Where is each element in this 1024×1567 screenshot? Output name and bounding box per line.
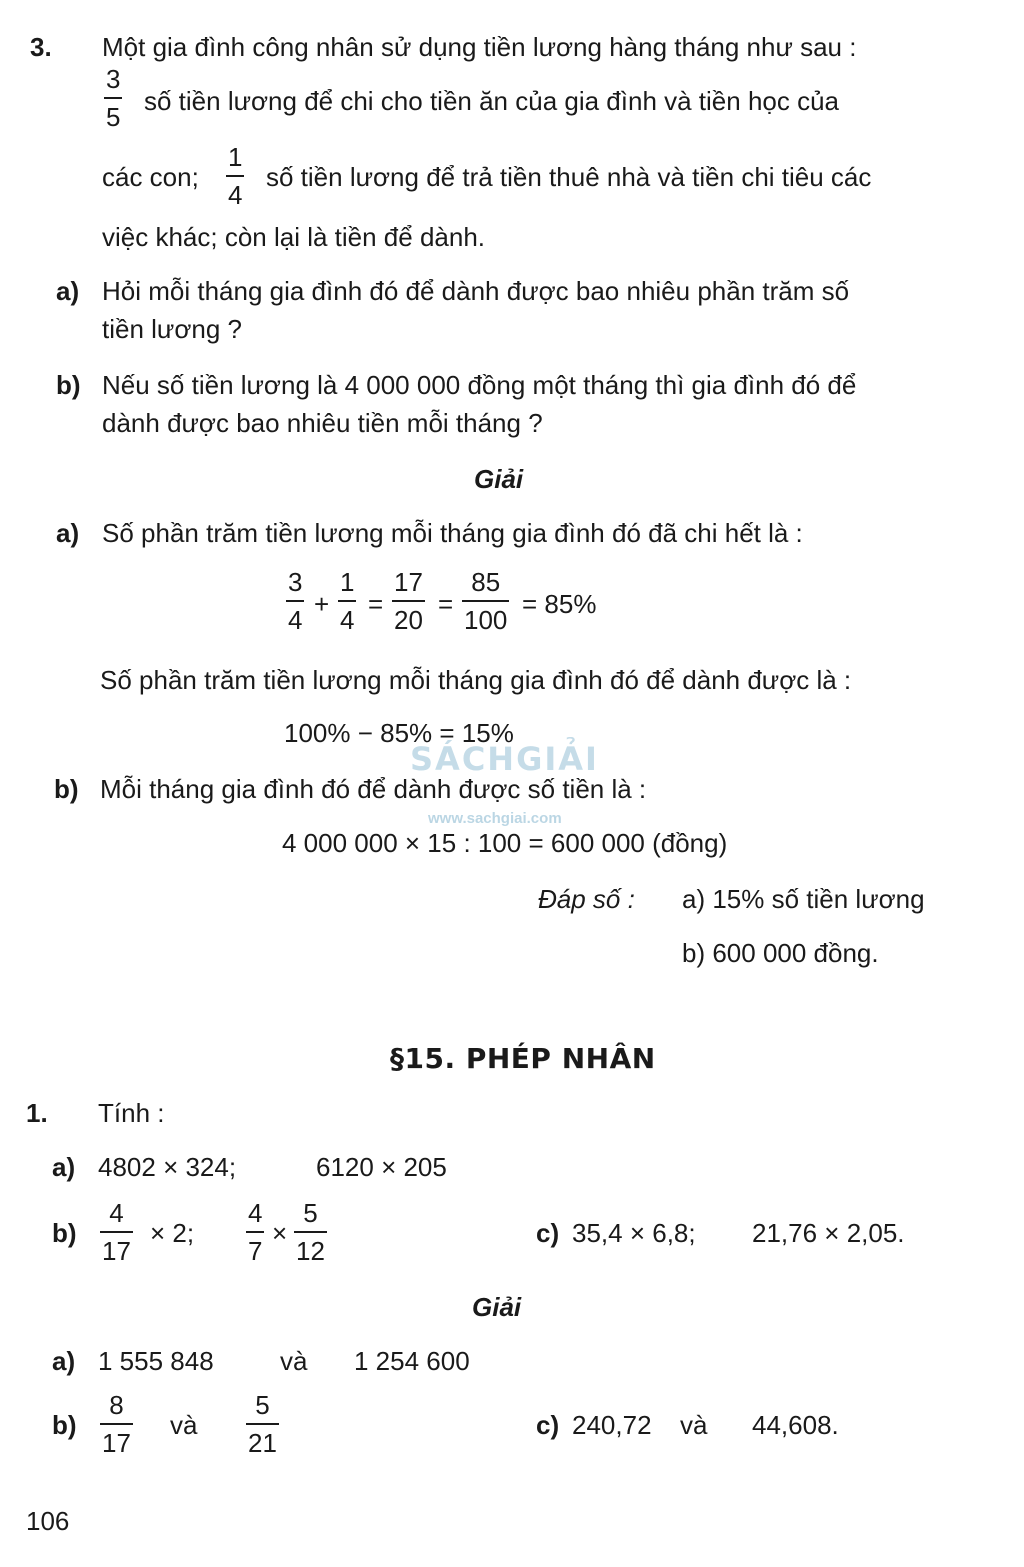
connector-word: và — [170, 1410, 198, 1440]
fraction — [286, 569, 304, 633]
numerator: 4 — [109, 1198, 124, 1228]
fraction — [392, 569, 425, 633]
denominator: 20 — [394, 605, 423, 635]
problem-text-line: tiền lương ? — [102, 314, 242, 344]
connector-word: và — [680, 1410, 708, 1440]
numerator: 1 — [340, 567, 355, 597]
answer-value: 1 555 848 — [98, 1346, 214, 1376]
fraction — [294, 1200, 327, 1264]
problem-text-line: Tính : — [98, 1098, 165, 1128]
fraction — [338, 569, 356, 633]
part-label: a) — [56, 276, 80, 306]
fraction-bar — [246, 1231, 264, 1233]
fraction-bar — [338, 600, 356, 602]
expression: 21,76 × 2,05. — [752, 1218, 905, 1248]
answer-value: 44,608. — [752, 1410, 839, 1440]
part-label: c) — [536, 1218, 560, 1248]
fraction — [104, 66, 122, 130]
answer-line: a) 15% số tiền lương — [682, 884, 925, 914]
fraction — [100, 1392, 133, 1456]
numerator: 4 — [248, 1198, 263, 1228]
numerator: 3 — [106, 64, 121, 94]
answer-label: Đáp số : — [538, 884, 635, 914]
denominator: 5 — [106, 102, 121, 132]
plus-sign: + — [314, 589, 330, 619]
fraction-bar — [246, 1423, 279, 1425]
expression: 6120 × 205 — [316, 1152, 447, 1182]
numerator: 1 — [228, 142, 243, 172]
denominator: 21 — [248, 1428, 277, 1458]
answer-line: b) 600 000 đồng. — [682, 938, 879, 968]
problem-text-line: các con; — [102, 162, 199, 192]
numerator: 8 — [109, 1390, 124, 1420]
fraction — [246, 1200, 264, 1264]
times-sign: × — [272, 1218, 288, 1248]
numerator: 5 — [255, 1390, 270, 1420]
solution-text-line: Số phần trăm tiền lương mỗi tháng gia đình đó đã chi hết là : — [102, 518, 803, 548]
denominator: 17 — [102, 1236, 131, 1266]
fraction — [246, 1392, 279, 1456]
expression: 4802 × 324; — [98, 1152, 237, 1182]
problem-number: 1. — [26, 1098, 48, 1128]
answer-value: 240,72 — [572, 1410, 652, 1440]
problem-text-line: số tiền lương để chi cho tiền ăn của gia đình và tiền học của — [144, 86, 840, 116]
fraction-bar — [462, 600, 509, 602]
part-label: a) — [52, 1152, 76, 1182]
numerator: 3 — [288, 567, 303, 597]
equation: 100% − 85% = 15% — [284, 718, 514, 748]
numerator: 85 — [471, 567, 501, 597]
part-label: c) — [536, 1410, 560, 1440]
denominator: 12 — [296, 1236, 325, 1266]
fraction-bar — [104, 97, 122, 99]
fraction-bar — [286, 600, 304, 602]
problem-text-line: dành được bao nhiêu tiền mỗi tháng ? — [102, 408, 543, 438]
fraction — [226, 144, 244, 208]
denominator: 4 — [228, 180, 243, 210]
denominator: 4 — [340, 605, 355, 635]
denominator: 4 — [288, 605, 303, 635]
denominator: 17 — [102, 1428, 131, 1458]
fraction-bar — [100, 1231, 133, 1233]
expression: 35,4 × 6,8; — [572, 1218, 696, 1248]
watermark-url: www.sachgiai.com — [428, 810, 562, 827]
problem-text-line: việc khác; còn lại là tiền để dành. — [102, 222, 486, 252]
numerator: 17 — [394, 567, 423, 597]
page-number: 106 — [26, 1506, 70, 1536]
part-label: b) — [52, 1410, 77, 1440]
fraction-bar — [100, 1423, 133, 1425]
solution-text-line: Mỗi tháng gia đình đó để dành được số tiền là : — [100, 774, 647, 804]
expression: × 2; — [150, 1218, 195, 1248]
problem-number: 3. — [30, 32, 52, 62]
problem-text-line: Một gia đình công nhân sử dụng tiền lương hàng tháng như sau : — [102, 32, 857, 62]
denominator: 7 — [248, 1236, 263, 1266]
fraction-bar — [226, 175, 244, 177]
part-label: b) — [52, 1218, 77, 1248]
equals-sign: = — [438, 589, 454, 619]
fraction — [462, 569, 509, 633]
fraction-bar — [294, 1231, 327, 1233]
problem-text-line: Hỏi mỗi tháng gia đình đó để dành được bao nhiêu phần trăm số — [102, 276, 850, 306]
watermark-logo: SÁCHGIẢI — [410, 740, 599, 778]
fraction — [100, 1200, 133, 1264]
solution-title: Giải — [474, 464, 524, 494]
equals-sign: = — [368, 589, 384, 619]
part-label: b) — [54, 774, 79, 804]
connector-word: và — [280, 1346, 308, 1376]
answer-value: 1 254 600 — [354, 1346, 470, 1376]
denominator: 100 — [464, 605, 508, 635]
part-label: b) — [56, 370, 81, 400]
solution-text-line: Số phần trăm tiền lương mỗi tháng gia đình đó để dành được là : — [100, 665, 852, 695]
problem-text-line: Nếu số tiền lương là 4 000 000 đồng một tháng thì gia đình đó để — [102, 370, 857, 400]
part-label: a) — [56, 518, 80, 548]
part-label: a) — [52, 1346, 76, 1376]
equation-result: = 85% — [522, 589, 597, 619]
problem-text-line: số tiền lương để trả tiền thuê nhà và tiền chi tiêu các — [266, 162, 872, 192]
section-title: §15. PHÉP NHÂN — [390, 1042, 656, 1075]
solution-title: Giải — [472, 1292, 522, 1322]
equation: 4 000 000 × 15 : 100 = 600 000 (đồng) — [282, 828, 728, 858]
numerator: 5 — [303, 1198, 318, 1228]
fraction-bar — [392, 600, 425, 602]
